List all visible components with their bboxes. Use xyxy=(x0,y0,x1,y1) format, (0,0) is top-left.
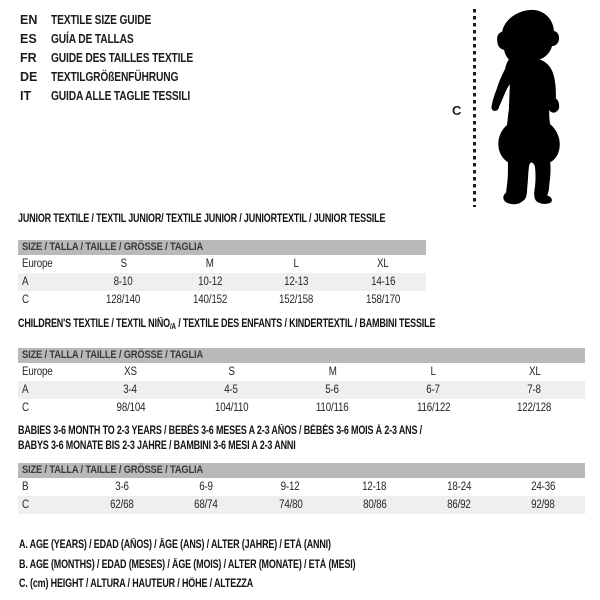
language-title: GUIDE DES TAILLES TEXTILE xyxy=(51,51,194,65)
size-cell: 12-18 xyxy=(362,481,387,493)
size-cell: 104/110 xyxy=(214,402,249,414)
language-code: FR xyxy=(20,51,37,65)
size-cell: 110/116 xyxy=(316,402,349,414)
table-row xyxy=(18,255,426,273)
language-title: TEXTILGRÖßENFÜHRUNG xyxy=(51,70,179,84)
size-cell: 18-24 xyxy=(446,481,471,493)
language-code: EN xyxy=(20,13,38,27)
size-cell: 14-16 xyxy=(370,276,395,288)
size-cell: 7-8 xyxy=(527,384,542,396)
table-row xyxy=(18,363,585,381)
size-cell: 4-5 xyxy=(224,384,239,396)
children-section xyxy=(18,317,585,417)
language-title: GUÍA DE TALLAS xyxy=(51,32,134,46)
babies-section-title-line1: BABIES 3-6 MONTH TO 2-3 YEARS / BEBÉS 3-6 MESES A 2-3 AÑOS / BÉBÉS 3-6 MOIS À 2-3 ANS / xyxy=(18,425,422,437)
nino-a-subscript: /A xyxy=(169,322,176,331)
size-cell: L xyxy=(293,258,299,270)
figure-label-c: C xyxy=(452,103,462,118)
language-code: IT xyxy=(20,89,32,103)
babies-section xyxy=(18,424,585,514)
size-cell: 152/158 xyxy=(279,294,314,306)
table-row xyxy=(18,291,426,309)
language-row xyxy=(20,87,224,106)
footnote-list xyxy=(19,536,450,595)
language-row xyxy=(20,68,224,87)
size-cell: 62/68 xyxy=(110,499,134,511)
table-row xyxy=(18,381,585,399)
footnote-b: B. AGE (MONTHS) / EDAD (MESES) / ÂGE (MOIS) / ALTER (MONATE) / ETÀ (MESI) xyxy=(19,558,356,571)
table-row xyxy=(18,478,585,496)
size-cell: 116/122 xyxy=(416,402,451,414)
size-cell: XL xyxy=(376,258,389,270)
toddler-silhouette-icon xyxy=(482,8,578,208)
children-section-title: CHILDREN'S TEXTILE / TEXTIL $NIÑO_{/A}$ / TEXTILE DES ENFANTS / KINDERTEXTIL / BAMBINI TESSILE xyxy=(18,318,436,331)
size-cell: S xyxy=(120,258,127,270)
size-cell: 68/74 xyxy=(194,499,219,511)
size-cell: 12-13 xyxy=(284,276,309,288)
size-cell: 24-36 xyxy=(530,481,556,493)
junior-size-header-bar: SIZE / TALLA / TAILLE / GRÖSSE / TAGLIA xyxy=(18,240,426,255)
junior-section-title: JUNIOR TEXTILE / TEXTIL JUNIOR/ TEXTILE JUNIOR / JUNIORTEXTIL / JUNIOR TESSILE xyxy=(18,213,386,225)
row-label-cell: Europe xyxy=(22,366,53,378)
size-cell: 6-9 xyxy=(199,481,214,493)
junior-section xyxy=(18,212,426,309)
size-cell: 158/170 xyxy=(365,294,400,306)
table-row xyxy=(18,496,585,514)
size-cell: 140/152 xyxy=(192,294,227,306)
footnote-c: C. (cm) HEIGHT / ALTURA / HAUTEUR / HÖHE / ALTEZZA xyxy=(19,578,254,590)
row-label-cell: Europe xyxy=(22,258,53,270)
size-cell: 5-6 xyxy=(325,384,340,396)
size-cell: M xyxy=(328,366,337,378)
language-title: TEXTILE SIZE GUIDE xyxy=(51,13,152,27)
language-row xyxy=(20,11,224,30)
size-cell: L xyxy=(430,366,437,378)
height-measure-dashed-line xyxy=(473,9,476,207)
language-row xyxy=(20,30,224,49)
size-cell: 9-12 xyxy=(280,481,300,493)
footnote-a: A. AGE (YEARS) / EDAD (AÑOS) / ÂGE (ANS) / ALTER (JAHRE) / ETÀ (ANNI) xyxy=(19,539,331,551)
language-row xyxy=(20,49,224,68)
row-label-cell: A xyxy=(22,384,29,396)
babies-size-header-bar: SIZE / TALLA / TAILLE / GRÖSSE / TAGLIA xyxy=(18,463,585,478)
size-cell: 10-12 xyxy=(197,276,222,288)
row-label-cell: A xyxy=(22,276,29,288)
row-label-cell: C xyxy=(22,499,29,511)
language-code: ES xyxy=(20,32,37,46)
language-title-list xyxy=(20,11,224,106)
table-row xyxy=(18,399,585,417)
size-cell: 80/86 xyxy=(362,499,387,511)
size-cell: 3-4 xyxy=(123,384,138,396)
row-label-cell: C xyxy=(22,294,29,306)
size-cell: XL xyxy=(528,366,541,378)
language-title: GUIDA ALLE TAGLIE TESSILI xyxy=(51,89,191,103)
size-cell: 98/104 xyxy=(116,402,145,414)
size-cell: 86/92 xyxy=(446,499,471,511)
babies-section-title-line2: BABYS 3-6 MONATE BIS 2-3 JAHRE / BAMBINI 3-6 MESI A 2-3 ANNI xyxy=(18,440,296,452)
size-cell: 122/128 xyxy=(517,402,552,414)
row-label-cell: C xyxy=(22,402,29,414)
row-label-cell: B xyxy=(22,481,29,493)
size-cell: 8-10 xyxy=(113,276,133,288)
children-size-header-bar: SIZE / TALLA / TAILLE / GRÖSSE / TAGLIA xyxy=(18,348,585,363)
size-cell: 74/80 xyxy=(278,499,303,511)
table-row xyxy=(18,273,426,291)
size-cell: M xyxy=(205,258,214,270)
size-cell: 3-6 xyxy=(115,481,129,493)
size-cell: S xyxy=(228,366,235,378)
size-cell: 128/140 xyxy=(106,294,141,306)
size-cell: 6-7 xyxy=(426,384,441,396)
language-code: DE xyxy=(20,70,38,84)
size-cell: XS xyxy=(124,366,137,378)
size-cell: 92/98 xyxy=(531,499,555,511)
